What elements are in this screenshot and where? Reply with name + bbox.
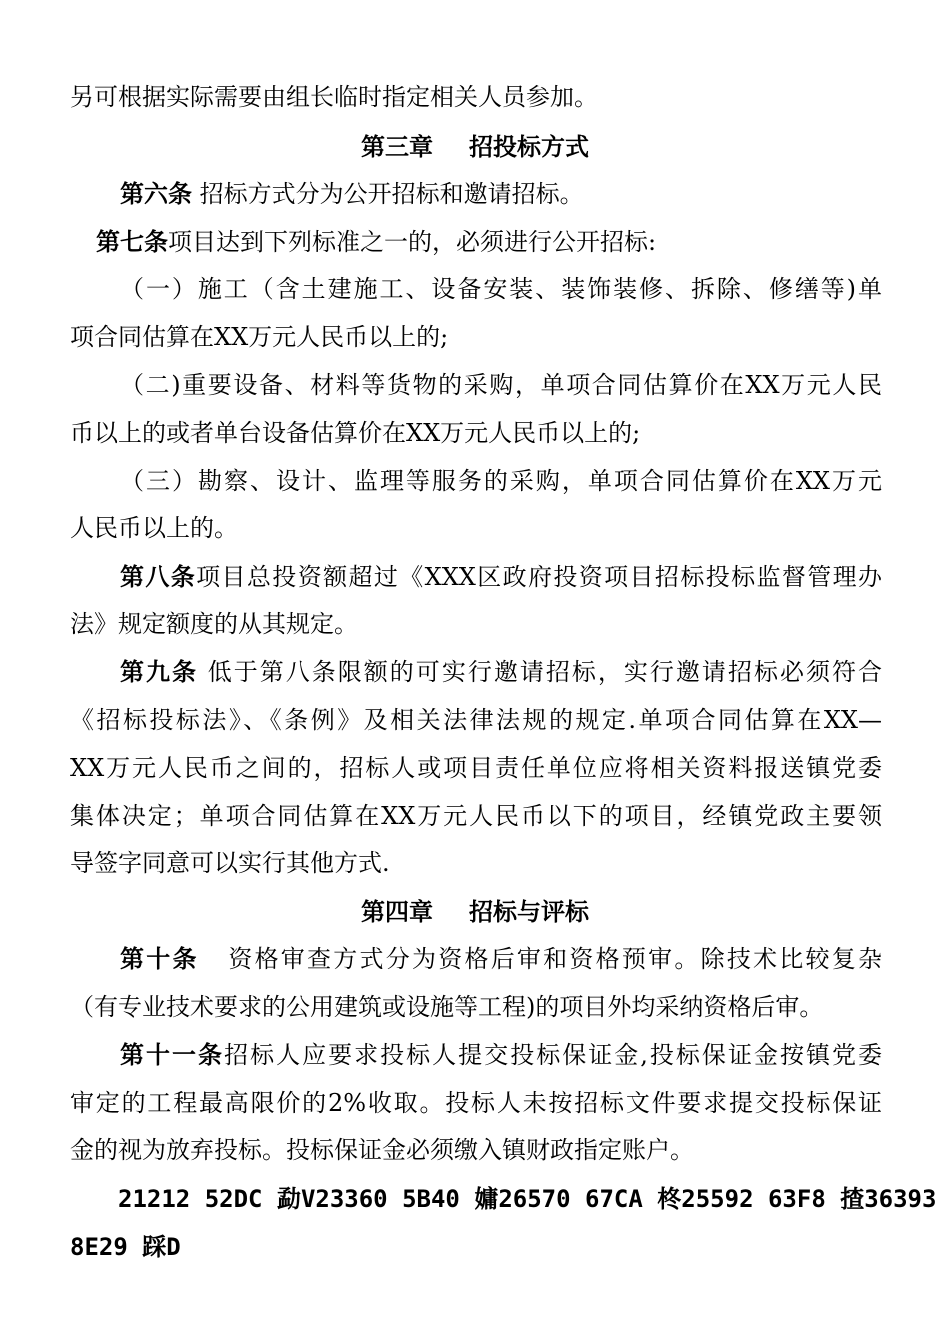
article-11-text-1: 招标人应要求投标人提交投标保证金,投标保证金按镇党委 [224, 1041, 882, 1069]
article-9-line-1 [70, 656, 882, 688]
garbled-text-line-1: 21212 52DC 勐V23360 5B40 嫞26570 67CA 柊25592 63F8 揸36393 [118, 1185, 937, 1213]
article-9-label: 第九条 [120, 658, 199, 686]
article-6 [70, 178, 882, 210]
chapter-3-title: 招投标方式 [469, 133, 589, 161]
article-9-line-5: 导签字同意可以实行其他方式. [70, 849, 390, 877]
article-10-line-2: （有专业技术要求的公用建筑或设施等工程)的项目外均采纳资格后审。 [70, 993, 824, 1021]
article-11-line-2: 审定的工程最高限价的2%收取。投标人未按招标文件要求提交投标保证 [70, 1089, 882, 1117]
article-8-line-1 [70, 561, 882, 593]
article-11-line-3: 金的视为放弃投标。投标保证金必须缴入镇财政指定账户。 [70, 1136, 694, 1164]
article-8-label: 第八条 [120, 563, 197, 591]
article-10-line-1 [70, 943, 882, 975]
chapter-4-number: 第四章 [361, 898, 433, 926]
article-7-item-3-line-1: （三）勘察、设计、监理等服务的采购，单项合同估算价在XX万元 [120, 467, 882, 495]
article-7-item-2-line-1: （二)重要设备、材料等货物的采购，单项合同估算价在XX万元人民 [120, 371, 882, 399]
article-8-text-1: 项目总投资额超过《XXX区政府投资项目招标投标监督管理办 [196, 563, 882, 591]
article-7 [70, 226, 882, 258]
article-7-text: 项目达到下列标准之一的，必须进行公开招标: [168, 228, 657, 256]
chapter-4-heading [0, 896, 950, 928]
chapter-3-heading [0, 131, 950, 163]
article-11-label: 第十一条 [120, 1041, 225, 1069]
article-11-line-1 [70, 1039, 882, 1071]
article-7-item-1-line-2: 项合同估算在XX万元人民币以上的; [70, 323, 449, 351]
article-10-text-1: 资格审查方式分为资格后审和资格预审。除技术比较复杂 [228, 945, 882, 973]
article-9-line-2: 《招标投标法》、《条例》及相关法律法规的规定.单项合同估算在XX— [70, 706, 882, 734]
article-10-label: 第十条 [120, 945, 199, 973]
article-9-line-4: 集体决定；单项合同估算在XX万元人民币以下的项目，经镇党政主要领 [70, 802, 882, 830]
article-8-line-2: 法》规定额度的从其规定。 [70, 610, 358, 638]
chapter-3-number: 第三章 [361, 133, 433, 161]
article-6-label: 第六条 [120, 180, 192, 208]
intro-line: 另可根据实际需要由组长临时指定相关人员参加。 [70, 83, 598, 111]
chapter-4-title: 招标与评标 [469, 898, 589, 926]
article-7-label: 第七条 [96, 228, 168, 256]
article-9-text-1: 低于第八条限额的可实行邀请招标，实行邀请招标必须符合 [207, 658, 882, 686]
article-6-text: 招标方式分为公开招标和邀请招标。 [199, 180, 584, 208]
article-7-item-2-line-2: 币以上的或者单台设备估算价在XX万元人民币以上的; [70, 419, 641, 447]
article-7-item-1-line-1: （一）施工（含土建施工、设备安装、装饰装修、拆除、修缮等)单 [120, 275, 882, 303]
article-7-item-3-line-2: 人民币以上的。 [70, 514, 238, 542]
article-9-line-3: XX万元人民币之间的，招标人或项目责任单位应将相关资料报送镇党委 [70, 754, 882, 782]
garbled-text-line-2: 8E29 踩D [70, 1233, 181, 1261]
